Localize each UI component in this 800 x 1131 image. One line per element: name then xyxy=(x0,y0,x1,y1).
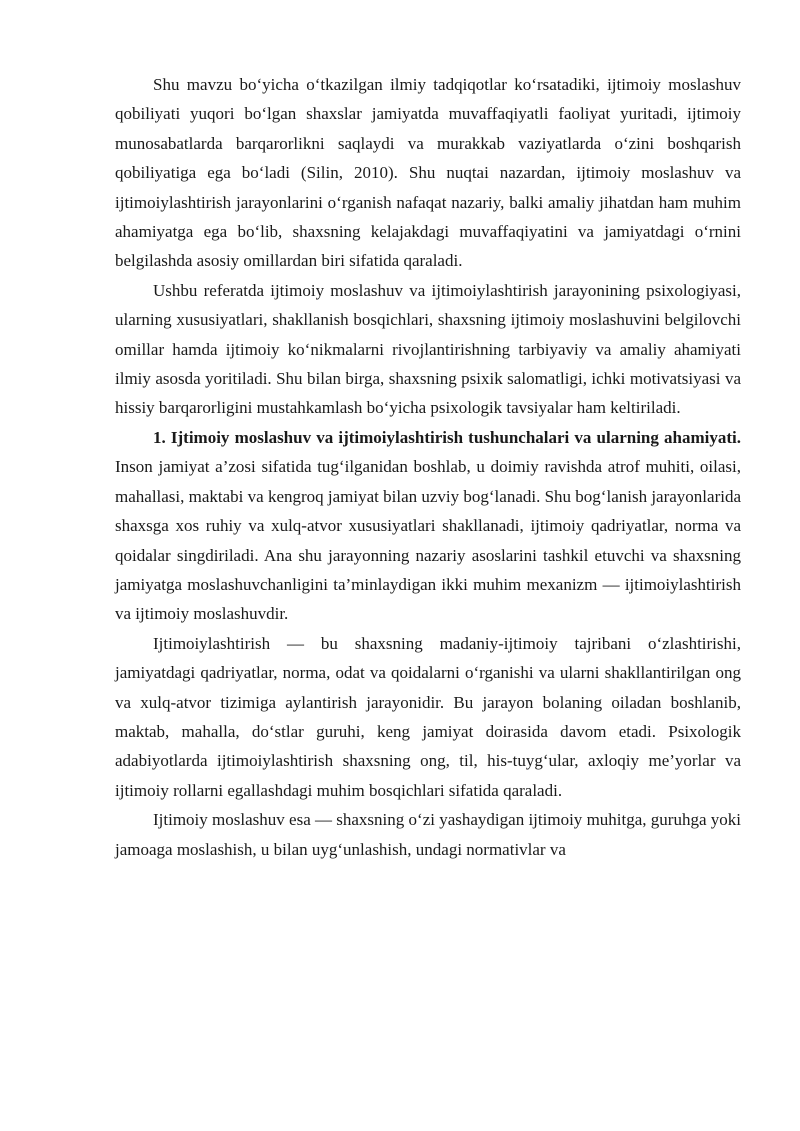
document-page xyxy=(115,70,741,864)
paragraph-intro-research: Shu mavzu boʻyicha oʻtkazilgan ilmiy tadqiqotlar koʻrsatadiki, ijtimoiy moslashuv qobiliyati yuqori boʻlgan shaxslar jamiyatda muvaffaqiyatli faoliyat yuritadi, ijtimoiy munosabatlarda barqarorlikni saqlaydi va murakkab vaziyatlarda oʻzini boshqarish qobiliyatiga ega boʻladi (Silin, 2010). Shu nuqtai nazardan, ijtimoiy moslashuv va ijtimoiylashtirish jarayonlarini oʻrganish nafaqat nazariy, balki amaliy jihatdan ham muhim ahamiyatga ega boʻlib, shaxsning kelajakdagi muvaffaqiyatini va jamiyatdagi oʻrnini belgilashda asosiy omillardan biri sifatida qaraladi. xyxy=(115,75,741,271)
paragraph-section-1 xyxy=(115,423,741,629)
paragraph-adaptation-definition: Ijtimoiy moslashuv esa — shaxsning oʻzi yashaydigan ijtimoiy muhitga, guruhga yoki jamoaga moslashish, u bilan uygʻunlashish, undagi normativlar va xyxy=(115,810,741,859)
section-heading: 1. Ijtimoiy moslashuv va ijtimoiylashtirish tushunchalari va ularning ahamiyati. xyxy=(153,427,741,447)
paragraph-socialization-definition: Ijtimoiylashtirish — bu shaxsning madaniy-ijtimoiy tajribani oʻzlashtirishi, jamiyatdagi qadriyatlar, norma, odat va qoidalarni oʻrganishi va ularni shakllantirilgan ong va xulq-atvor tizimiga aylantirish jarayonidir. Bu jarayon bolaning oiladan boshlanib, maktab, mahalla, doʻstlar guruhi, keng jamiyat doirasida davom etadi. Psixologik adabiyotlarda ijtimoiylashtirish shaxsning ong, til, his-tuygʻular, axloqiy me’yorlar va ijtimoiy rollarni egallashdagi muhim bosqichlari sifatida qaraladi. xyxy=(115,633,741,800)
section-body: Inson jamiyat a’zosi sifatida tugʻilganidan boshlab, u doimiy ravishda atrof muhiti, oilasi, mahallasi, maktabi va kengroq jamiyat bilan uzviy bogʻlanadi. Shu bogʻlanish jarayonlarida shaxsga xos ruhiy va xulq-atvor xususiyatlari shakllanadi, ijtimoiy qadriyatlar, norma va qoidalar singdiriladi. Ana shu jarayonning nazariy asoslarini tashkil etuvchi va shaxsning jamiyatga moslashuvchanligini ta’minlaydigan ikki muhim mexanizm — ijtimoiylashtirish va ijtimoiy moslashuvdir. xyxy=(115,457,741,624)
paragraph-referat-scope: Ushbu referatda ijtimoiy moslashuv va ijtimoiylashtirish jarayonining psixologiyasi, ularning xususiyatlari, shakllanish bosqichlari, shaxsning ijtimoiy moslashuvini belgilovchi omillar hamda ijtimoiy koʻnikmalarni rivojlantirishning tarbiyaviy va amaliy ahamiyati ilmiy asosda yoritiladi. Shu bilan birga, shaxsning psixik salomatligi, ichki motivatsiyasi va hissiy barqarorligini mustahkamlash boʻyicha psixologik tavsiyalar ham keltiriladi. xyxy=(115,280,741,418)
